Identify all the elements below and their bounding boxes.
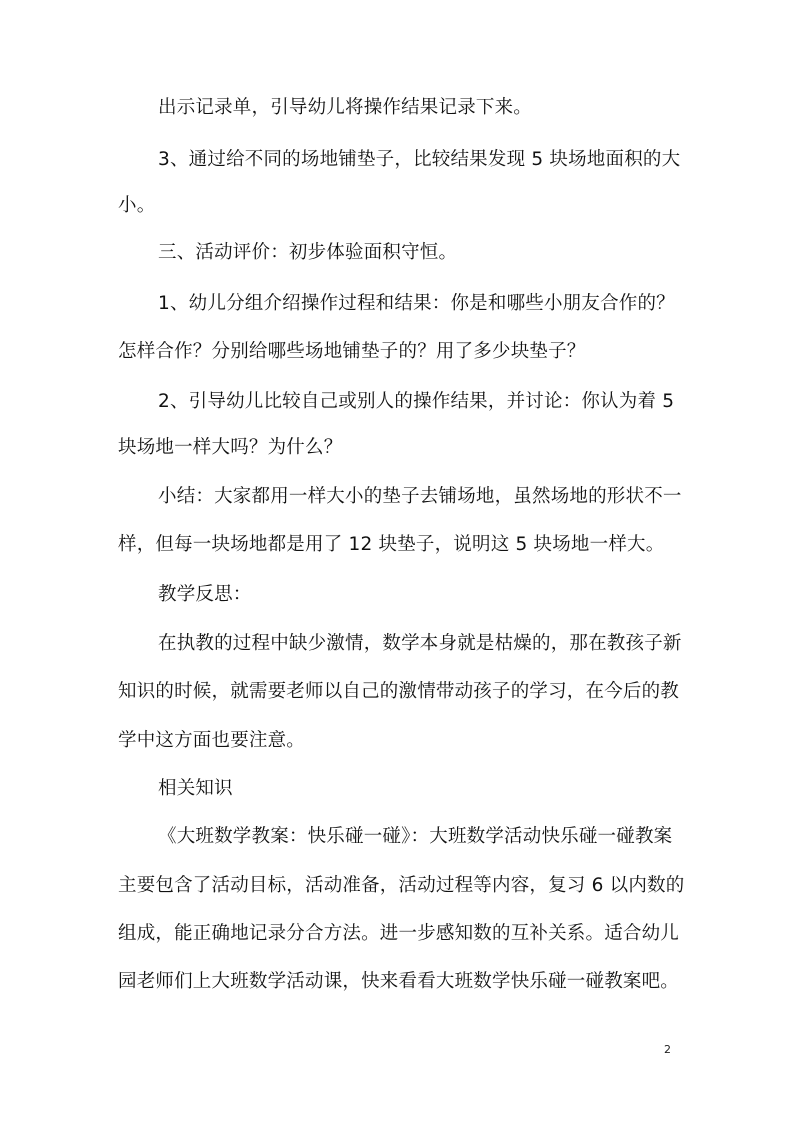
text-line: 三、活动评价：初步体验面积守恒。	[158, 242, 458, 263]
text-line: 怎样合作？分别给哪些场地铺垫子的？用了多少块垫子？	[118, 341, 586, 362]
text-line: 学中这方面也要注意。	[118, 730, 306, 751]
text-line: 在执教的过程中缺少激情，数学本身就是枯燥的，那在教孩子新	[158, 633, 682, 654]
text-line: 样，但每一块场地都是用了 12 块垫子，说明这 5 块场地一样大。	[118, 534, 665, 555]
text-line: 1、幼儿分组介绍操作过程和结果：你是和哪些小朋友合作的？	[158, 293, 675, 314]
text-line: 知识的时候，就需要老师以自己的激情带动孩子的学习，在今后的教	[118, 681, 680, 702]
text-line: 小。	[118, 195, 156, 216]
page-number: 2	[664, 1043, 671, 1056]
text-line: 《大班数学教案：快乐碰一碰》：大班数学活动快乐碰一碰教案	[158, 826, 673, 847]
text-line: 块场地一样大吗？为什么？	[118, 437, 343, 458]
text-line: 主要包含了活动目标，活动准备，活动过程等内容，复习 6 以内数的	[118, 875, 685, 896]
section-heading: 教学反思：	[158, 584, 252, 605]
text-line: 出示记录单，引导幼儿将操作结果记录下来。	[158, 97, 533, 118]
text-line: 2、引导幼儿比较自己或别人的操作结果，并讨论：你认为着 5	[158, 391, 675, 412]
text-line: 3、通过给不同的场地铺垫子，比较结果发现 5 块场地面积的大	[158, 149, 681, 170]
section-heading: 相关知识	[158, 778, 233, 799]
text-line: 园老师们上大班数学活动课，快来看看大班数学快乐碰一碰教案吧。	[118, 971, 680, 992]
text-line: 组成，能正确地记录分合方法。进一步感知数的互补关系。适合幼儿	[118, 923, 680, 944]
text-line: 小结：大家都用一样大小的垫子去铺场地，虽然场地的形状不一	[158, 486, 682, 507]
